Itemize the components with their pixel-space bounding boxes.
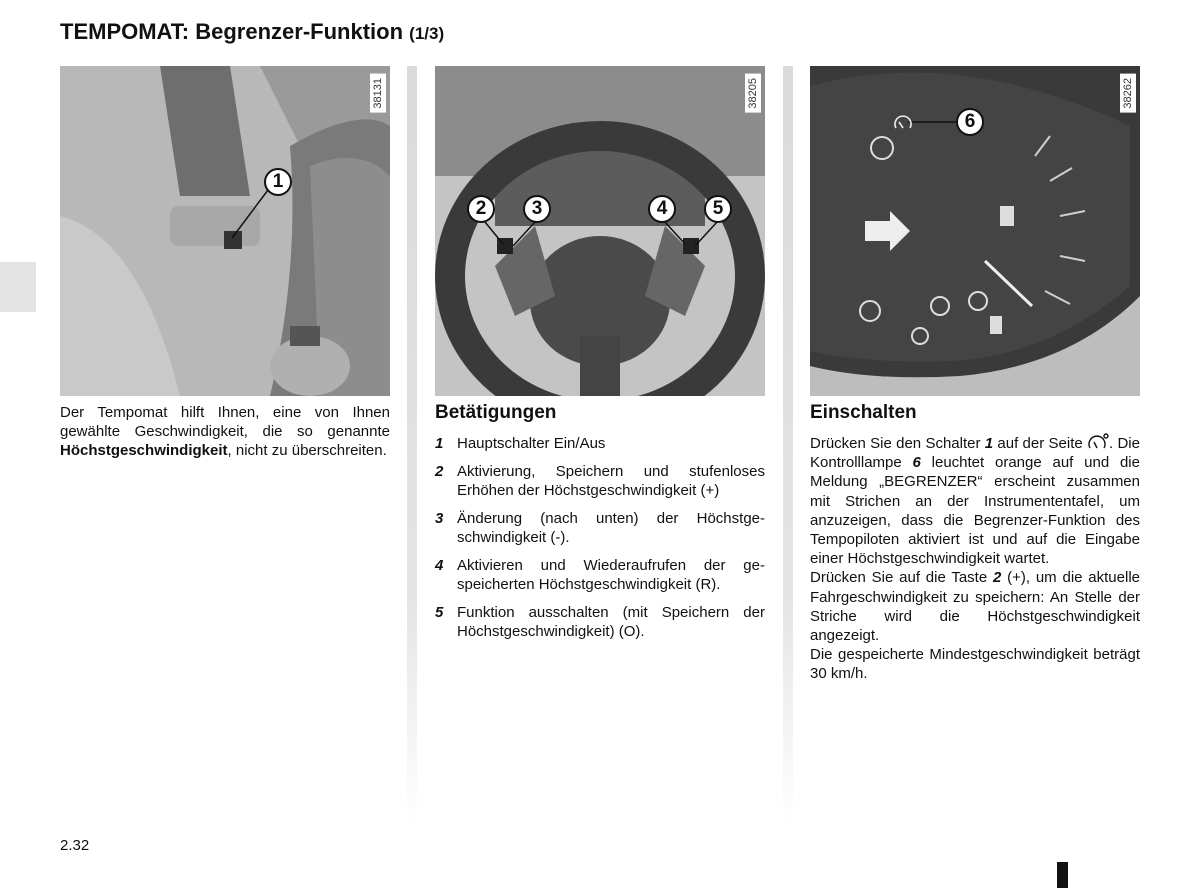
item-number: 3 [435,510,444,527]
image-ref-number: 38205 [745,74,761,113]
activate-text: Drücken Sie auf die Taste [810,569,993,587]
item-number: 5 [435,604,444,621]
item-number: 4 [435,557,444,574]
activate-text: (+), um die aktuelle Fahrgeschwindigkeit zu speichern: An Stelle der Striche wird die Höchstgeschwindigkeit angezeigt. [810,569,1140,645]
callout-6: 6 [956,108,984,136]
speed-limiter-icon [1087,433,1109,451]
intro-text: Der Tempomat hilft Ihnen, eine von Ihnen gewählte Geschwindigkeit, die so genannte [60,404,390,441]
column-separator [783,66,793,826]
instrument-cluster-photo [810,66,1140,396]
list-item [435,434,765,453]
section-tab [0,262,36,312]
page-title [60,19,444,45]
page-number: 2.32 [60,837,90,854]
list-item [435,509,765,547]
item-number: 1 [435,435,444,452]
section-heading-activate: Einschalten [810,402,917,423]
activate-text: . Die Kontrolllampe [810,435,1140,472]
callout-2: 2 [467,195,495,223]
controls-list [435,434,765,650]
section-heading-controls: Betätigungen [435,402,557,423]
item-text: Funktion ausschalten (mit Speichern der Höchstgeschwindigkeit) (O). [457,604,765,640]
image-ref-number: 38262 [1120,74,1136,113]
activate-text: auf der Seite [993,435,1083,452]
intro-bold-term: Höchstgeschwindigkeit [60,442,228,460]
page-title-text: TEMPOMAT: Begrenzer-Funktion [60,19,404,44]
ref-number: 2 [992,569,1002,587]
intro-text-end: , nicht zu überschreiten. [227,442,387,460]
activate-text: leuchtet orange auf und die Meldung „BEGRENZER“ erscheint zusammen mit Strichen an der Instrumententafel, um anzuzeigen, dass die Begrenzer-Funktion des Tempopiloten aktiviert ist und auf die Eingabe einer Höchstgeschwindigkeit wartet. [810,454,1140,568]
page-title-part: (1/3) [409,24,445,43]
item-number: 2 [435,463,444,480]
list-item [435,603,765,641]
image-ref-number: 38131 [370,74,386,113]
console-photo [60,66,390,396]
activate-text: Die gespeicherte Mindestgeschwindigkeit beträgt 30 km/h. [810,646,1140,683]
activate-text: Drücken Sie den Schalter [810,435,985,452]
list-item [435,556,765,594]
item-text: Aktivieren und Wiederaufrufen der gespeicherten Höchstgeschwindigkeit (R). [457,557,765,593]
ref-number: 6 [912,454,921,472]
page-edge-marker [1057,862,1068,888]
column-separator [407,66,417,826]
list-item [435,462,765,500]
callout-1: 1 [264,168,292,196]
callout-4: 4 [648,195,676,223]
callout-5: 5 [704,195,732,223]
steering-wheel-photo [435,66,765,396]
activate-paragraph [810,433,1140,684]
item-text: Aktivierung, Speichern und stufenloses Erhöhen der Höchstgeschwindigkeit (+) [457,463,765,499]
ref-number: 1 [984,435,994,452]
intro-paragraph [60,403,390,461]
item-text: Änderung (nach unten) der Höchstgeschwindigkeit (-). [457,510,765,546]
callout-3: 3 [523,195,551,223]
item-text: Hauptschalter Ein/Aus [457,435,606,452]
